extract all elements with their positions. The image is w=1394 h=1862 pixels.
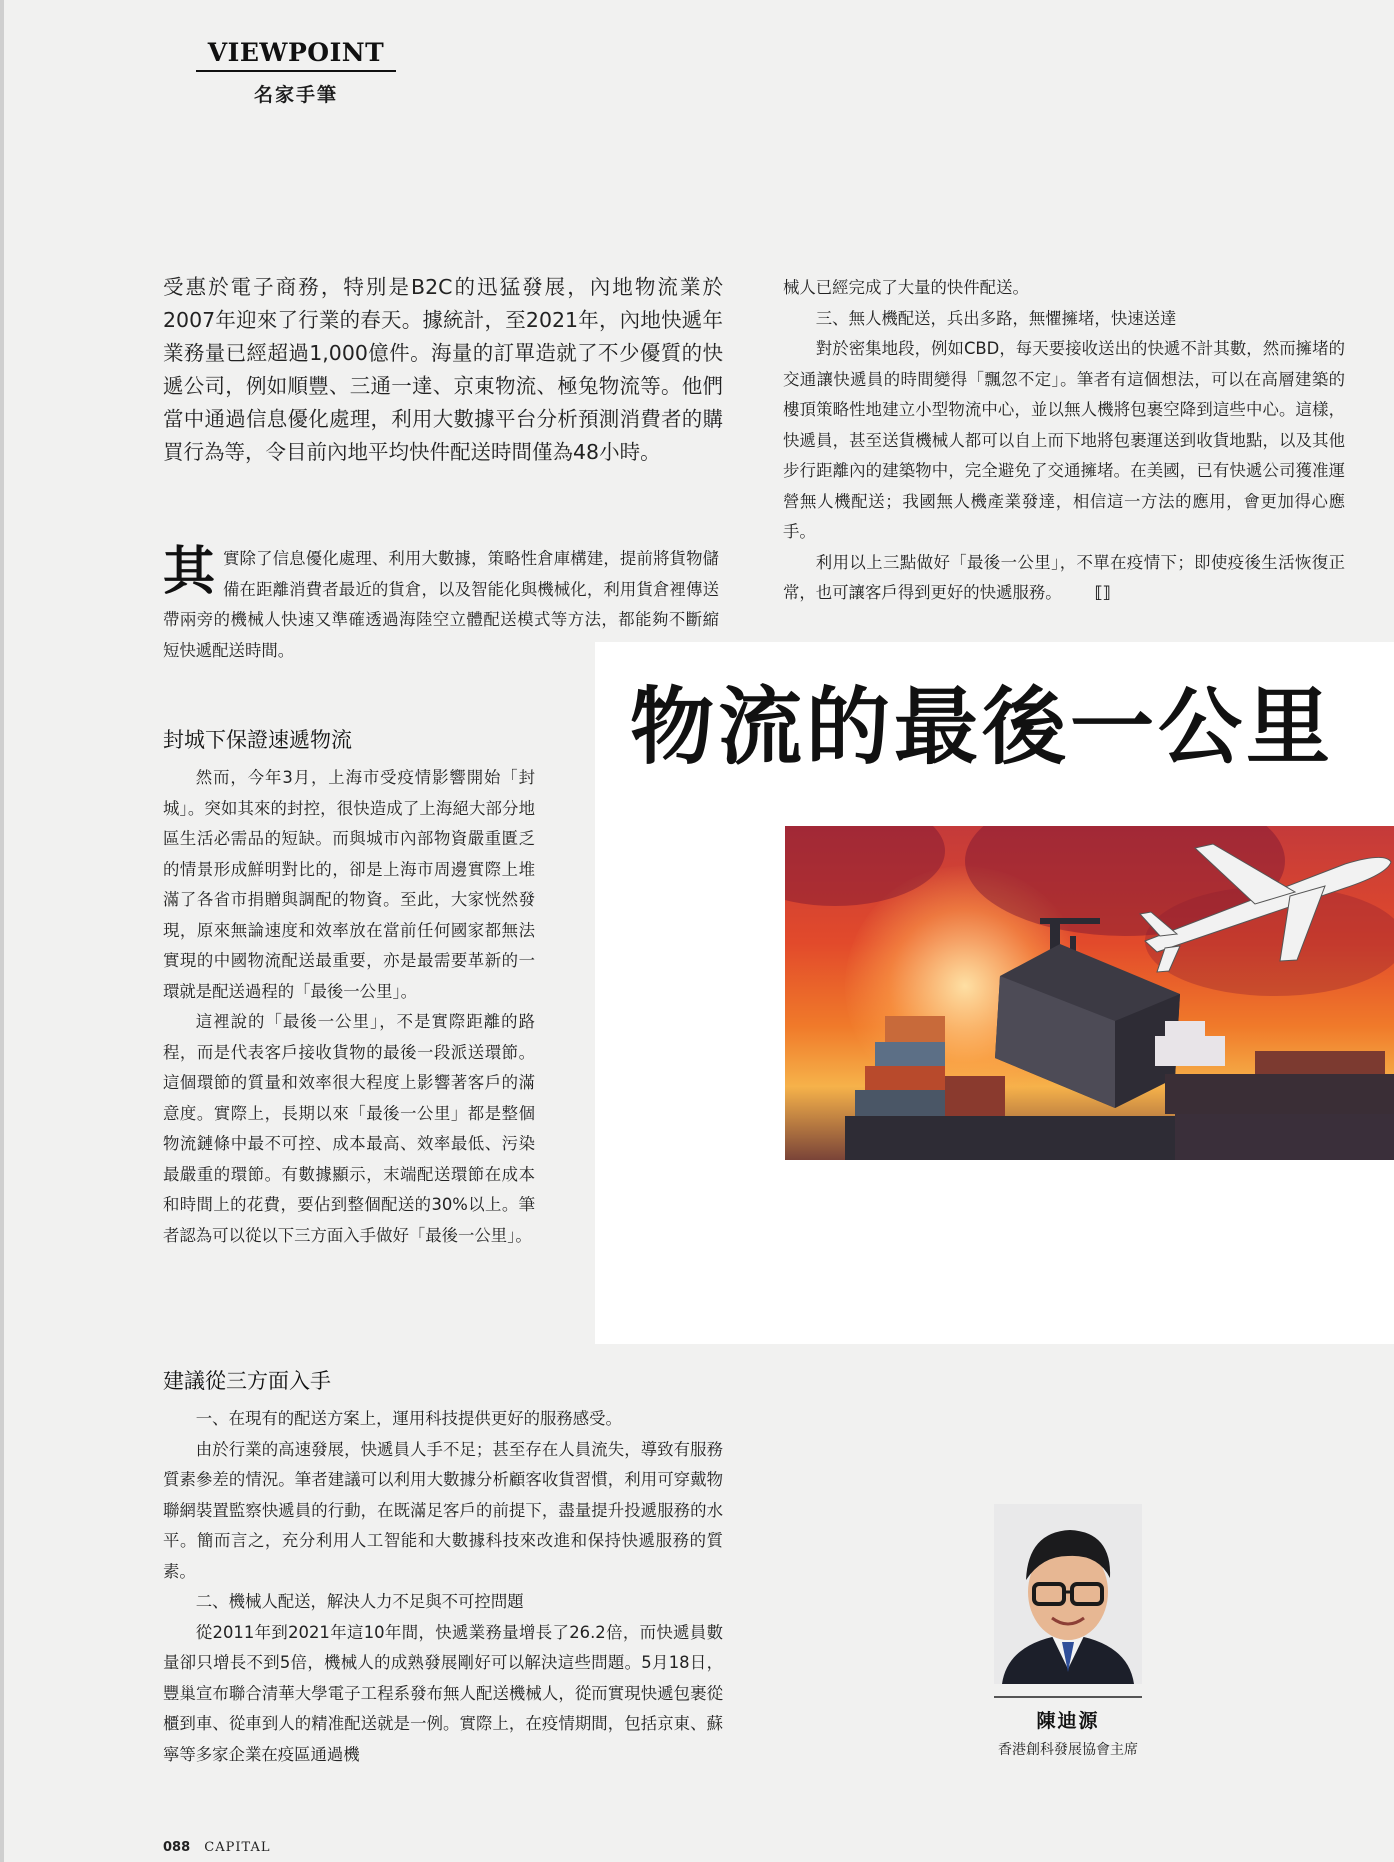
body-paragraph: 械人已經完成了大量的快件配送。 xyxy=(783,278,1029,297)
body-paragraph: 對於密集地段，例如CBD，每天要接收送出的快遞不計其數，然而擁堵的交通讓快遞員的時間變得「飄忽不定」。筆者有這個想法，可以在高層建築的樓頂策略性地建立小型物流中心，並以無人機將包裹空降到這些中心。這樣，快遞員，甚至送貨機械人都可以自上而下地將包裹運送到收貨地點，以及其他步行距離內的建築物中，完全避免了交通擁堵。在美國，已有快遞公司獲准運營無人機配送；我國無人機產業發達，相信這一方法的應用，會更加得心應手。 xyxy=(783,339,1345,541)
body-paragraph: 一、在現有的配送方案上，運用科技提供更好的服務感受。 xyxy=(195,1409,622,1428)
page-edge xyxy=(0,0,4,1862)
section-heading: 封城下保證速遞物流 xyxy=(163,728,352,752)
logistics-scene-graphic xyxy=(785,826,1394,1160)
section-heading: 建議從三方面入手 xyxy=(163,1369,331,1393)
author-portrait xyxy=(994,1504,1142,1684)
body-paragraph xyxy=(783,548,1345,609)
body-paragraph: 從2011年到2021年這10年間，快遞業務量增長了26.2倍，而快遞員數量卻只增長不到5倍，機械人的成熟發展剛好可以解決這些問題。5月18日，豐巢宣布聯合清華大學電子工程系發布無人配送機械人，從而實現快遞包裹從櫃到車、從車到人的精准配送就是一例。實際上，在疫情期間，包括京東、蘇寧等多家企業在疫區通過機 xyxy=(163,1622,723,1764)
body-paragraph: 然而，今年3月，上海市受疫情影響開始「封城」。突如其來的封控，很快造成了上海絕大部分地區生活必需品的短缺。而與城市內部物資嚴重匱乏的情景形成鮮明對比的，卻是上海市周邊實際上堆滿了各省市捐贈與調配的物資。至此，大家恍然發現，原來無論速度和效率放在當前任何國家都無法實現的中國物流配送最重要，亦是最需要革新的一環就是配送過程的「最後一公里」。 xyxy=(163,768,535,1001)
section-subtitle: 名家手筆 xyxy=(253,84,338,106)
page-number: 088 xyxy=(163,1840,191,1855)
page-footer xyxy=(163,1840,270,1855)
magazine-name: CAPITAL xyxy=(204,1840,271,1855)
logistics-photo xyxy=(785,826,1394,1160)
container-icon xyxy=(995,944,1180,1108)
drop-cap: 其 xyxy=(163,541,216,602)
section-closed-city xyxy=(163,725,535,1251)
end-mark: ⟦⟧ xyxy=(1094,583,1111,602)
section-three-approaches xyxy=(163,1366,723,1770)
airplane-icon xyxy=(1140,844,1391,972)
body-paragraph: 由於行業的高速發展，快遞員人手不足；甚至存在人員流失，導致有服務質素參差的情況。筆者建議可以利用大數據分析顧客收貨習慣，利用可穿戴物聯網裝置監察快遞員的行動，在既滿足客戶的前提下，盡量提升投遞服務的水平。簡而言之，充分利用人工智能和大數據科技來改進和保持快遞服務的質素。 xyxy=(163,1439,723,1581)
lede-text: 受惠於電子商務，特別是B2C的迅猛發展，內地物流業於2007年迎來了行業的春天。據統計，至2021年，內地快遞年業務量已經超過1,000億件。海量的訂單造就了不少優質的快遞公司，例如順豐、三通一達、京東物流、極兔物流等。他們當中通過信息優化處理，利用大數據平台分析預測消費者的購買行為等，令目前內地平均快件配送時間僅為48小時。 xyxy=(163,275,723,464)
lede-paragraph xyxy=(163,271,723,469)
ship-icon xyxy=(1155,1021,1394,1114)
body-paragraph: 二、機械人配送，解決人力不足與不可控問題 xyxy=(195,1592,524,1611)
author-title: 香港創科發展協會主席 xyxy=(998,1742,1138,1758)
body-paragraph: 這裡說的「最後一公里」，不是實際距離的路程，而是代表客戶接收貨物的最後一段派送環節。這個環節的質量和效率很大程度上影響著客戶的滿意度。實際上，長期以來「最後一公里」都是整個物流鏈條中最不可控、成本最高、效率最低、污染最嚴重的環節。有數據顯示，末端配送環節在成本和時間上的花費，要佔到整個配送的30%以上。筆者認為可以從以下三方面入手做好「最後一公里」。 xyxy=(163,1012,535,1245)
section-header xyxy=(196,38,396,107)
body-paragraph: 三、無人機配送，兵出多路，無懼擁堵，快速送達 xyxy=(815,308,1177,328)
right-column xyxy=(783,273,1345,609)
portrait-image xyxy=(994,1504,1142,1684)
intro-text: 實除了信息優化處理、利用大數據，策略性倉庫構建，提前將貨物儲備在距離消費者最近的貨倉，以及智能化與機械化，利用貨倉裡傳送帶兩旁的機械人快速又準確透過海陸空立體配送模式等方法，都能夠不斷縮短快遞配送時間。 xyxy=(163,549,719,660)
closing-text: 利用以上三點做好「最後一公里」，不單在疫情下；即使疫後生活恢復正常，也可讓客戶得到更好的快遞服務。 xyxy=(783,552,1345,602)
author-name: 陳迪源 xyxy=(994,1696,1142,1733)
section-title: VIEWPOINT xyxy=(196,38,396,72)
author-block xyxy=(994,1504,1142,1759)
article-headline: 物流的最後一公里 xyxy=(630,678,1335,776)
